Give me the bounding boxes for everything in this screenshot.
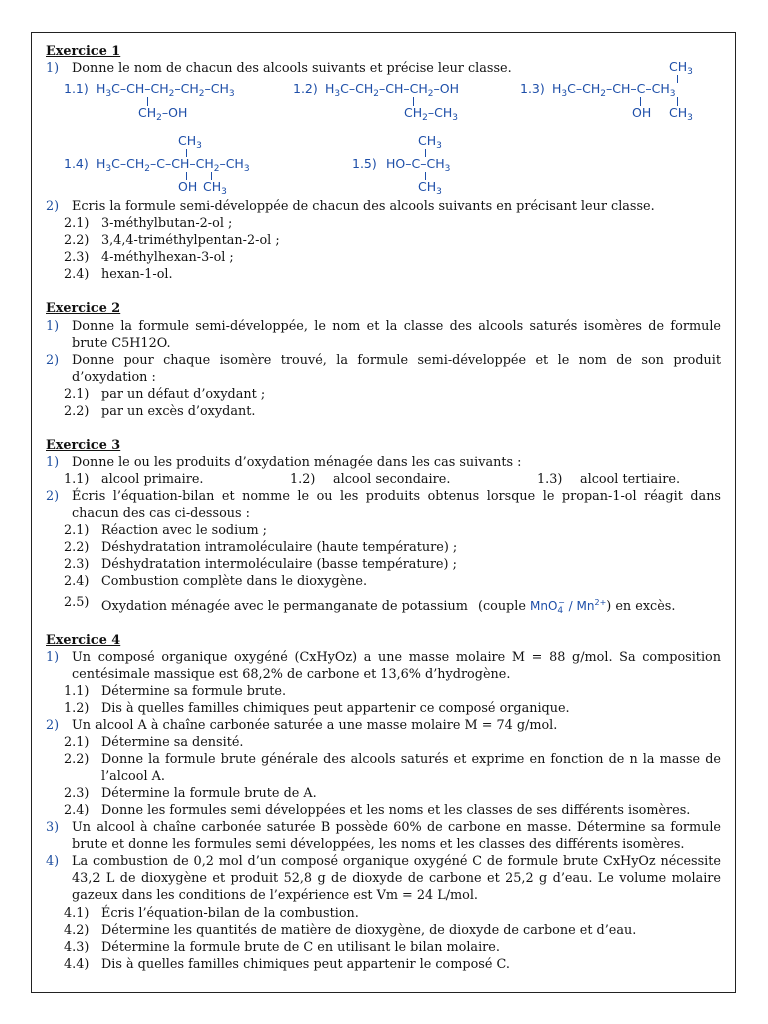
ex3-case-text: alcool primaire. <box>101 472 204 487</box>
redox-couple: $MnO_4^- / Mn^{2+}$ <box>530 598 607 616</box>
ex4-q1-line2: centésimale massique est 68,2% de carbone et 13,6% d’hydrogène. <box>72 667 511 682</box>
couple-label: (couple <box>477 599 526 614</box>
mol-1-5-main: $HO-C-CH_3$ <box>386 156 451 174</box>
ex2-item-text: par un excès d’oxydant. <box>101 404 256 419</box>
ex4-q4-line1: La combustion de 0,2 mol d’un composé organique oxygéné C de formule brute CxHyOz nécessite <box>72 854 721 869</box>
ex4-item-number: 4.3) <box>64 940 90 955</box>
exercise-1-title: Exercice 1 <box>46 44 121 59</box>
exercise-2-title: Exercice 2 <box>46 301 121 316</box>
ex4-item-text: Donne la formule brute générale des alcools saturés et exprime en fonction de n la masse de <box>101 752 721 767</box>
ex4-item-number: 1.2) <box>64 701 90 716</box>
ex3-item-text: Combustion complète dans le dioxygène. <box>101 574 368 589</box>
ex3-item-2-5 <box>101 595 675 619</box>
ex1-item-number: 2.2) <box>64 233 90 248</box>
ex1-item-number: 2.3) <box>64 250 90 265</box>
ex3-item-number: 2.5) <box>64 595 90 610</box>
mol-1-3-ch3: $CH_3$ <box>669 105 693 123</box>
mol-1-4-ch3: $CH_3$ <box>203 179 227 197</box>
mol-1-5-bottom: $CH_3$ <box>418 179 442 197</box>
ex1-item-text: hexan-1-ol. <box>101 267 173 282</box>
ex4-item-number: 2.2) <box>64 752 90 767</box>
mol-1-3-oh: OH <box>632 105 652 120</box>
mol-1-4-top: $CH_3$ <box>178 133 202 151</box>
ex3-q1-text: Donne le ou les produits d’oxydation ménagée dans les cas suivants : <box>72 455 522 470</box>
mol-1-5-top: $CH_3$ <box>418 133 442 151</box>
ex1-q1-text: Donne le nom de chacun des alcools suivants et précise leur classe. <box>72 61 512 76</box>
ex3-item-number: 2.1) <box>64 523 90 538</box>
ex2-q1-line1: Donne la formule semi-développée, le nom et la classe des alcools saturés isomères de formule <box>72 319 721 334</box>
ex4-q3-line1: Un alcool à chaîne carbonée saturée B possède 60% de carbone en masse. Détermine sa formule <box>72 820 721 835</box>
ex4-item-text: Dis à quelles familles chimiques peut appartenir le composé C. <box>101 957 510 972</box>
exercise-4-title: Exercice 4 <box>46 633 121 648</box>
ex3-q2-line2: chacun des cas ci-dessous : <box>72 506 250 521</box>
mol-1-4-label: 1.4) <box>64 156 89 171</box>
ex2-item-number: 2.2) <box>64 404 90 419</box>
ex2-q1-line2: brute C5H12O. <box>72 336 171 351</box>
ex4-item-number: 4.4) <box>64 957 90 972</box>
ex4-item-text: Détermine sa formule brute. <box>101 684 287 699</box>
ex2-q2-line2: d’oxydation : <box>72 370 156 385</box>
ex4-item-number: 1.1) <box>64 684 90 699</box>
ex4-q1-number: 1) <box>46 650 60 665</box>
ex1-item-text: 3-méthylbutan-2-ol ; <box>101 216 233 231</box>
ex2-q1-number: 1) <box>46 319 60 334</box>
ex4-q4-number: 4) <box>46 854 60 869</box>
ex4-item-number: 2.1) <box>64 735 90 750</box>
ex3-case-text: alcool secondaire. <box>333 472 451 487</box>
ex4-item-text: Détermine la formule brute de A. <box>101 786 317 801</box>
ex1-item-text: 3,4,4-triméthylpentan-2-ol ; <box>101 233 280 248</box>
ex4-q2-text: Un alcool A à chaîne carbonée saturée a une masse molaire M = 74 g/mol. <box>72 718 558 733</box>
exercise-3-title: Exercice 3 <box>46 438 121 453</box>
ex3-item-text: Déshydratation intramoléculaire (haute température) ; <box>101 540 458 555</box>
mol-1-5-label: 1.5) <box>352 156 377 171</box>
ex4-item-number: 2.3) <box>64 786 90 801</box>
ex4-item-number: 4.2) <box>64 923 90 938</box>
mol-1-3-top: $CH_3$ <box>669 59 693 77</box>
ex3-item-number: 2.3) <box>64 557 90 572</box>
ex4-q4-line3: gazeux dans les conditions de l’expérience est Vm = 24 L/mol. <box>72 888 479 903</box>
ex3-item-text: Déshydratation intermoléculaire (basse température) ; <box>101 557 457 572</box>
ex1-q2-number: 2) <box>46 199 60 214</box>
ex3-case-number: 1.2) <box>290 472 316 487</box>
mol-1-1-label: 1.1) <box>64 81 89 96</box>
ex4-item-number: 2.4) <box>64 803 90 818</box>
mol-1-4-main: $H_3C-CH_2-C-CH-CH_2-CH_3$ <box>96 156 250 174</box>
mol-1-2-branch: $CH_2-CH_3$ <box>404 105 458 123</box>
ex3-item-number: 2.4) <box>64 574 90 589</box>
ex3-item-number: 2.2) <box>64 540 90 555</box>
ex3-case-number: 1.3) <box>537 472 563 487</box>
ex2-item-text: par un défaut d’oxydant ; <box>101 387 266 402</box>
ex3-q2-line1: Écris l’équation-bilan et nomme le ou les produits obtenus lorsque le propan-1-ol réagit dans <box>72 489 721 504</box>
ex4-item-number: 4.1) <box>64 906 90 921</box>
ex4-item-text: Donne les formules semi développées et les noms et les classes de ses différents isomères. <box>101 803 691 818</box>
ex1-item-number: 2.1) <box>64 216 90 231</box>
ex4-q2-number: 2) <box>46 718 60 733</box>
ex4-item-text: Détermine la formule brute de C en utilisant le bilan molaire. <box>101 940 500 955</box>
ex1-q2-text: Ecris la formule semi-développée de chacun des alcools suivants en précisant leur classe. <box>72 199 655 214</box>
ex2-q2-line1: Donne pour chaque isomère trouvé, la formule semi-développée et le nom de son produit <box>72 353 721 368</box>
ex4-item-text: l’alcool A. <box>101 769 165 784</box>
ex3-q2-number: 2) <box>46 489 60 504</box>
mol-1-2-main: $H_3C-CH_2-CH-CH_2-OH$ <box>325 81 459 99</box>
mol-1-1-branch: $CH_2-OH$ <box>138 105 188 123</box>
ex4-item-text: Écris l’équation-bilan de la combustion. <box>101 906 359 921</box>
ex3-q1-number: 1) <box>46 455 60 470</box>
ex4-q3-number: 3) <box>46 820 60 835</box>
mol-1-3-label: 1.3) <box>520 81 545 96</box>
mol-1-3-main: $H_3C-CH_2-CH-C-CH_3$ <box>552 81 676 99</box>
ex1-item-text: 4-méthylhexan-3-ol ; <box>101 250 234 265</box>
ex3-case-number: 1.1) <box>64 472 90 487</box>
ex3-item-2-5-end: en excès. <box>615 599 676 614</box>
ex1-q1-number: 1) <box>46 61 60 76</box>
ex4-q1-line1: Un composé organique oxygéné (CxHyOz) a une masse molaire M = 88 g/mol. Sa composition <box>72 650 721 665</box>
mol-1-4-oh: OH <box>178 179 198 194</box>
ex3-case-text: alcool tertiaire. <box>580 472 681 487</box>
ex2-item-number: 2.1) <box>64 387 90 402</box>
ex3-item-text: Réaction avec le sodium ; <box>101 523 267 538</box>
ex4-item-text: Détermine les quantités de matière de dioxygène, de dioxyde de carbone et d’eau. <box>101 923 637 938</box>
ex3-item-2-5-text: Oxydation ménagée avec le permanganate de potassium <box>101 599 468 614</box>
ex4-item-text: Détermine sa densité. <box>101 735 244 750</box>
ex4-q4-line2: 43,2 L de dioxygène et produit 52,8 g de dioxyde de carbone et 25,2 g d’eau. Le volume molaire <box>72 871 721 886</box>
ex4-q3-line2: brute et donne les formules semi développées, les noms et les classes des différents isomères. <box>72 837 685 852</box>
mol-1-2-label: 1.2) <box>293 81 318 96</box>
ex2-q2-number: 2) <box>46 353 60 368</box>
couple-close: ) <box>606 599 612 614</box>
ex1-item-number: 2.4) <box>64 267 90 282</box>
mol-1-1-main: $H_3C-CH-CH_2-CH_2-CH_3$ <box>96 81 235 99</box>
ex4-item-text: Dis à quelles familles chimiques peut appartenir ce composé organique. <box>101 701 570 716</box>
